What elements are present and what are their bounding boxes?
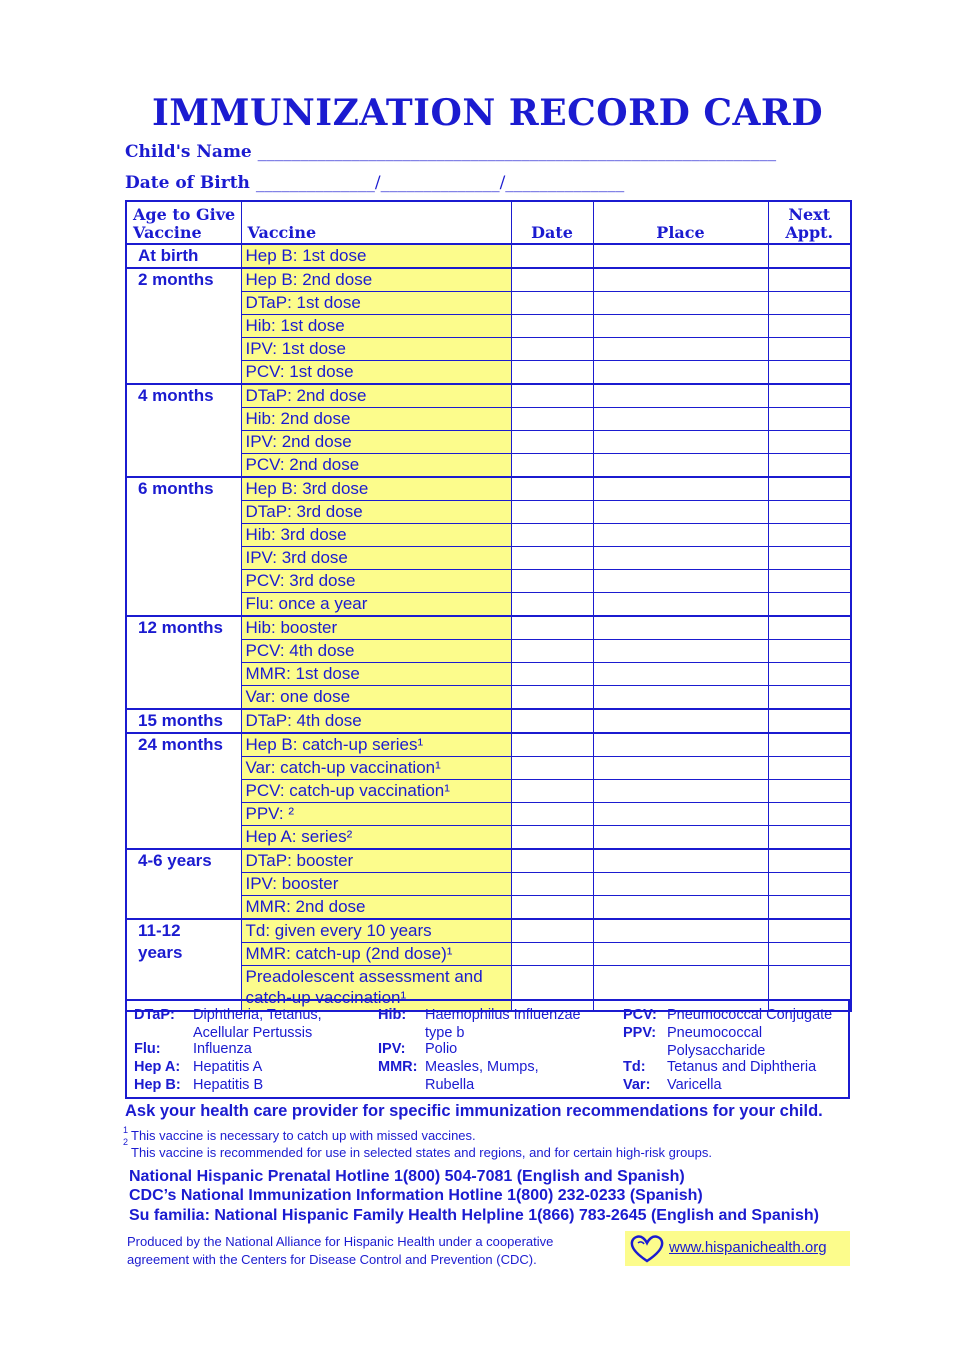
date-cell[interactable] [511, 873, 593, 896]
date-cell[interactable] [511, 757, 593, 780]
table-row [126, 268, 851, 292]
place-cell[interactable] [593, 919, 768, 943]
vaccine-cell: Hep B: 2nd dose [241, 268, 511, 292]
place-cell[interactable] [593, 686, 768, 710]
next-appt-cell[interactable] [768, 733, 851, 757]
vaccine-cell: DTaP: 3rd dose [241, 501, 511, 524]
next-appt-cell[interactable] [768, 315, 851, 338]
header-next-line1: Next [788, 205, 831, 224]
next-appt-cell[interactable] [768, 943, 851, 966]
place-cell[interactable] [593, 803, 768, 826]
website-link[interactable]: www.hispanichealth.org [669, 1239, 827, 1256]
place-cell[interactable] [593, 873, 768, 896]
legend-value: Tetanus and Diphtheria [667, 1059, 817, 1075]
dob-label: Date of Birth [125, 173, 250, 193]
place-cell[interactable] [593, 616, 768, 640]
age-cell: 11-12 years [126, 919, 241, 1011]
next-appt-cell[interactable] [768, 547, 851, 570]
legend-key: IPV: [378, 1041, 406, 1057]
date-cell[interactable] [511, 570, 593, 593]
legend-value: Diphtheria, Tetanus, Acellular Pertussis [193, 1007, 322, 1041]
next-appt-cell[interactable] [768, 919, 851, 943]
place-cell[interactable] [593, 826, 768, 850]
vaccine-cell: PCV: 3rd dose [241, 570, 511, 593]
place-cell[interactable] [593, 268, 768, 292]
vaccine-cell: Hep B: 3rd dose [241, 477, 511, 501]
vaccine-cell: Hep A: series² [241, 826, 511, 850]
date-cell[interactable] [511, 686, 593, 710]
vaccine-cell: Hep B: 1st dose [241, 244, 511, 268]
date-cell[interactable] [511, 431, 593, 454]
header-next-line2: Appt. [785, 223, 834, 242]
next-appt-cell[interactable] [768, 757, 851, 780]
footnote-1: This vaccine is necessary to catch up with missed vaccines. [131, 1128, 476, 1143]
age-cell: 6 months [126, 477, 241, 616]
date-cell[interactable] [511, 408, 593, 431]
place-cell[interactable] [593, 384, 768, 408]
place-cell[interactable] [593, 431, 768, 454]
place-cell[interactable] [593, 454, 768, 478]
legend-key: MMR: [378, 1059, 418, 1075]
dob-field[interactable] [125, 173, 624, 193]
date-cell[interactable] [511, 292, 593, 315]
next-appt-cell[interactable] [768, 896, 851, 920]
legend-value: Varicella [667, 1077, 722, 1093]
table-header-row [126, 201, 851, 244]
legend-value: Pneumococcal Polysaccharide [667, 1025, 766, 1059]
next-appt-cell[interactable] [768, 361, 851, 385]
vaccine-cell: Td: given every 10 years [241, 919, 511, 943]
place-cell[interactable] [593, 593, 768, 617]
vaccine-cell: PCV: 1st dose [241, 361, 511, 385]
vaccine-cell: Preadolescent assessment and catch-up vaccination¹ [241, 966, 511, 1012]
table-row [126, 709, 851, 733]
place-cell[interactable] [593, 524, 768, 547]
date-cell[interactable] [511, 244, 593, 268]
vaccine-cell: IPV: 1st dose [241, 338, 511, 361]
hotline-prenatal: National Hispanic Prenatal Hotline 1(800) 504-7081 (English and Spanish) [129, 1168, 685, 1185]
table-row [126, 849, 851, 873]
next-appt-cell[interactable] [768, 826, 851, 850]
next-appt-cell[interactable] [768, 803, 851, 826]
vaccine-cell: PCV: catch-up vaccination¹ [241, 780, 511, 803]
place-cell[interactable] [593, 361, 768, 385]
place-cell[interactable] [593, 733, 768, 757]
next-appt-cell[interactable] [768, 686, 851, 710]
produced-by: Produced by the National Alliance for Hispanic Health under a cooperative agreement with the Centers for Disease Control and Prevention (CDC). [127, 1234, 554, 1267]
child-name-label: Child's Name [125, 142, 252, 162]
place-cell[interactable] [593, 547, 768, 570]
hotline-family: Su familia: National Hispanic Family Health Helpline 1(866) 783-2645 (English and Spanish) [129, 1207, 819, 1224]
place-cell[interactable] [593, 780, 768, 803]
legend-key: Hep B: [134, 1077, 181, 1093]
date-cell[interactable] [511, 943, 593, 966]
date-cell[interactable] [511, 896, 593, 920]
place-cell[interactable] [593, 501, 768, 524]
vaccine-cell: PPV: ² [241, 803, 511, 826]
legend-value: Hepatitis A [193, 1059, 263, 1075]
date-cell[interactable] [511, 268, 593, 292]
vaccine-cell: Hep B: catch-up series¹ [241, 733, 511, 757]
place-cell[interactable] [593, 477, 768, 501]
date-cell[interactable] [511, 477, 593, 501]
header-age [126, 201, 241, 244]
age-cell: 15 months [126, 709, 241, 733]
age-cell: 4-6 years [126, 849, 241, 919]
vaccine-cell: Flu: once a year [241, 593, 511, 617]
next-appt-cell[interactable] [768, 849, 851, 873]
date-cell[interactable] [511, 640, 593, 663]
table-row [126, 919, 851, 943]
date-cell[interactable] [511, 593, 593, 617]
next-appt-cell[interactable] [768, 431, 851, 454]
footnote-number: 1 [123, 1125, 129, 1135]
header-age-line2: Vaccine [133, 223, 202, 242]
legend-value: Polio [425, 1041, 458, 1057]
date-cell[interactable] [511, 616, 593, 640]
next-appt-cell[interactable] [768, 268, 851, 292]
age-cell: 12 months [126, 616, 241, 709]
legend-key: DTaP: [134, 1007, 175, 1023]
next-appt-cell[interactable] [768, 570, 851, 593]
next-appt-cell[interactable] [768, 292, 851, 315]
legend-value: Pneumococcal Conjugate [667, 1007, 833, 1023]
vaccine-cell: DTaP: 1st dose [241, 292, 511, 315]
page-title: IMMUNIZATION RECORD CARD [151, 92, 824, 134]
place-cell[interactable] [593, 896, 768, 920]
child-name-field[interactable] [125, 142, 776, 162]
table-row [126, 384, 851, 408]
next-appt-cell[interactable] [768, 709, 851, 733]
child-name-line: _____________________________________________________________ [257, 142, 777, 162]
dob-line: ______________/______________/______________ [255, 173, 625, 193]
place-cell[interactable] [593, 640, 768, 663]
vaccine-cell: Hib: booster [241, 616, 511, 640]
table-row [126, 244, 851, 268]
age-cell: 4 months [126, 384, 241, 477]
next-appt-cell[interactable] [768, 640, 851, 663]
place-cell[interactable] [593, 709, 768, 733]
next-appt-cell[interactable] [768, 244, 851, 268]
place-cell[interactable] [593, 570, 768, 593]
vaccine-cell: Hib: 2nd dose [241, 408, 511, 431]
vaccine-cell: PCV: 2nd dose [241, 454, 511, 478]
vaccine-cell: MMR: 2nd dose [241, 896, 511, 920]
place-cell[interactable] [593, 849, 768, 873]
next-appt-cell[interactable] [768, 384, 851, 408]
vaccine-cell: Hib: 3rd dose [241, 524, 511, 547]
table-row [126, 616, 851, 640]
vaccine-cell: Var: catch-up vaccination¹ [241, 757, 511, 780]
header-date: Date [511, 201, 593, 244]
legend-key: PCV: [623, 1007, 657, 1023]
date-cell[interactable] [511, 384, 593, 408]
legend-key: Flu: [134, 1041, 161, 1057]
date-cell[interactable] [511, 501, 593, 524]
vaccine-cell: MMR: 1st dose [241, 663, 511, 686]
next-appt-cell[interactable] [768, 873, 851, 896]
age-cell: At birth [126, 244, 241, 268]
next-appt-cell[interactable] [768, 408, 851, 431]
place-cell[interactable] [593, 408, 768, 431]
header-place: Place [593, 201, 768, 244]
header-vaccine: Vaccine [241, 201, 511, 244]
legend-key: Td: [623, 1059, 646, 1075]
vaccine-cell: DTaP: 4th dose [241, 709, 511, 733]
place-cell[interactable] [593, 244, 768, 268]
next-appt-cell[interactable] [768, 501, 851, 524]
vaccine-cell: DTaP: 2nd dose [241, 384, 511, 408]
date-cell[interactable] [511, 361, 593, 385]
place-cell[interactable] [593, 943, 768, 966]
vaccine-cell: PCV: 4th dose [241, 640, 511, 663]
date-cell[interactable] [511, 733, 593, 757]
date-cell[interactable] [511, 547, 593, 570]
date-cell[interactable] [511, 454, 593, 478]
legend-value: Haemophilus Influenzae type b [425, 1007, 581, 1041]
next-appt-cell[interactable] [768, 616, 851, 640]
date-cell[interactable] [511, 849, 593, 873]
date-cell[interactable] [511, 338, 593, 361]
vaccine-cell: Hib: 1st dose [241, 315, 511, 338]
legend-value: Measles, Mumps, Rubella [425, 1059, 539, 1093]
date-cell[interactable] [511, 709, 593, 733]
next-appt-cell[interactable] [768, 454, 851, 478]
next-appt-cell[interactable] [768, 663, 851, 686]
heart-icon [629, 1234, 665, 1269]
immunization-table [125, 200, 852, 1012]
hotline-cdc: CDC’s National Immunization Information Hotline 1(800) 232-0233 (Spanish) [129, 1187, 703, 1204]
age-cell: 2 months [126, 268, 241, 384]
legend-value: Hepatitis B [193, 1077, 264, 1093]
legend-key: Hib: [378, 1007, 407, 1023]
footnote-number: 2 [123, 1137, 129, 1147]
date-cell[interactable] [511, 780, 593, 803]
date-cell[interactable] [511, 524, 593, 547]
place-cell[interactable] [593, 663, 768, 686]
place-cell[interactable] [593, 338, 768, 361]
next-appt-cell[interactable] [768, 524, 851, 547]
next-appt-cell[interactable] [768, 593, 851, 617]
place-cell[interactable] [593, 315, 768, 338]
date-cell[interactable] [511, 315, 593, 338]
vaccine-cell: IPV: 2nd dose [241, 431, 511, 454]
place-cell[interactable] [593, 292, 768, 315]
age-cell: 24 months [126, 733, 241, 849]
vaccine-cell: MMR: catch-up (2nd dose)¹ [241, 943, 511, 966]
abbreviation-legend [125, 999, 850, 1099]
date-cell[interactable] [511, 663, 593, 686]
vaccine-cell: IPV: booster [241, 873, 511, 896]
place-cell[interactable] [593, 757, 768, 780]
date-cell[interactable] [511, 803, 593, 826]
legend-key: Var: [623, 1077, 651, 1093]
vaccine-cell: Var: one dose [241, 686, 511, 710]
date-cell[interactable] [511, 826, 593, 850]
table-row [126, 733, 851, 757]
vaccine-cell: DTaP: booster [241, 849, 511, 873]
legend-value: Influenza [193, 1041, 252, 1057]
header-age-line1: Age to Give [133, 205, 236, 224]
next-appt-cell[interactable] [768, 780, 851, 803]
header-next [768, 201, 851, 244]
website-badge[interactable] [625, 1231, 850, 1266]
legend-key: Hep A: [134, 1059, 181, 1075]
provider-advice: Ask your health care provider for specific immunization recommendations for your child. [125, 1102, 823, 1120]
vaccine-cell: IPV: 3rd dose [241, 547, 511, 570]
footnote-2: This vaccine is recommended for use in selected states and regions, and for certain high-risk groups. [131, 1145, 712, 1160]
date-cell[interactable] [511, 919, 593, 943]
legend-key: PPV: [623, 1025, 657, 1041]
next-appt-cell[interactable] [768, 477, 851, 501]
next-appt-cell[interactable] [768, 338, 851, 361]
table-row [126, 477, 851, 501]
